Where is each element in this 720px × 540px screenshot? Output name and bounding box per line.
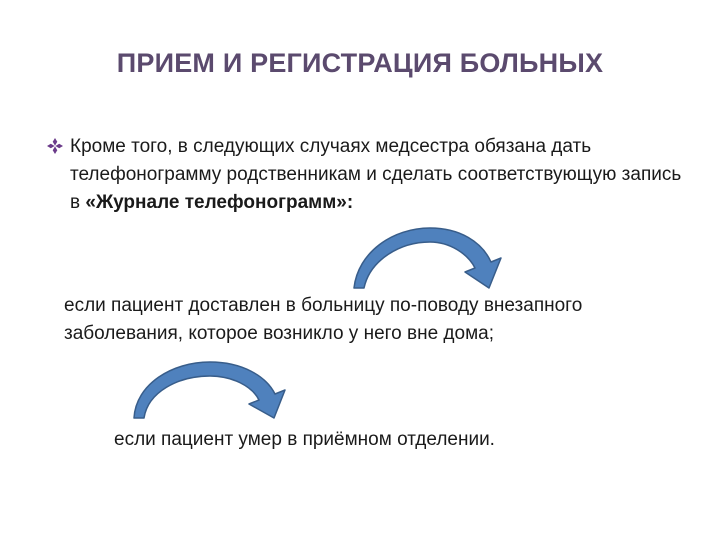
slide-title: ПРИЕМ И РЕГИСТРАЦИЯ БОЛЬНЫХ bbox=[116, 48, 604, 78]
case-sudden-illness: если пациент доставлен в больницу по-поводу внезапного заболевания, которое возникло у него вне дома; bbox=[64, 295, 583, 344]
journal-name: «Журнале телефонограмм» bbox=[85, 192, 347, 213]
bullet-text-main: Кроме того, в следующих случаях медсестра обязана дать телефонограмму родственникам и сделать соответствующую запись в bbox=[70, 136, 682, 213]
bullet-paragraph bbox=[46, 133, 686, 217]
bullet-text-colon: : bbox=[346, 192, 354, 213]
case-died-in-admission: если пациент умер в приёмном отделении. bbox=[114, 429, 495, 450]
curved-arrow-icon bbox=[348, 222, 506, 292]
bullet-text bbox=[70, 133, 686, 217]
diamond-bullet-icon bbox=[46, 137, 64, 155]
curved-arrow-icon bbox=[128, 358, 290, 422]
